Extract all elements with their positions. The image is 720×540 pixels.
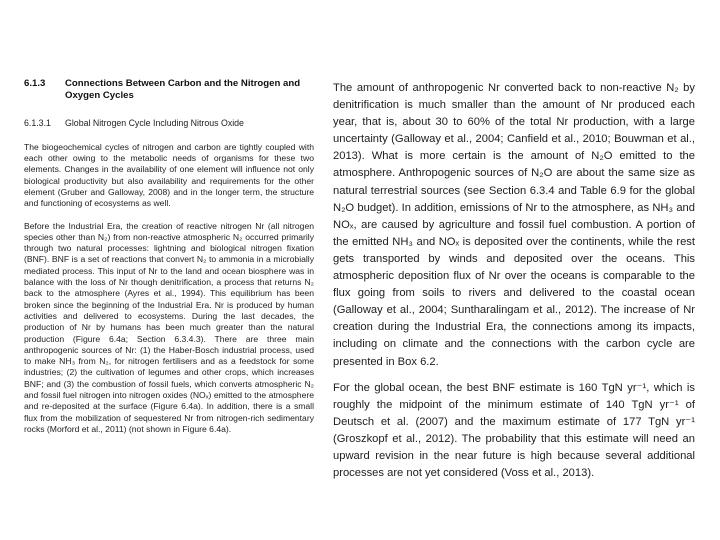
left-paragraph-1: The biogeochemical cycles of nitrogen and carbon are tightly coupled with each other owing to the metabolic needs of organisms for these two elements. Changes in the availability of one element will influence not only biological productivity but also availability and requirements for the other element (Gruber and Galloway, 2008) and in the longer term, the structure and functioning of ecosystems as well. <box>24 141 314 209</box>
section-title: Connections Between Carbon and the Nitrogen and Oxygen Cycles <box>65 78 301 102</box>
right-column <box>333 80 695 482</box>
left-column <box>24 78 314 435</box>
subsection-heading <box>24 117 314 129</box>
left-paragraph-2: Before the Industrial Era, the creation of reactive nitrogen Nr (all nitrogen species other than N₂) from non-reactive atmospheric N₂ occurred primarily through two natural processes: lightning and biological nitrogen fixation (BNF). BNF is a set of reactions that convert N₂ to ammonia in a microbially mediated process. This input of Nr to the land and ocean biosphere was in balance with the loss of Nr though denitrification, a process that returns N₂ back to the atmosphere (Ayres et al., 1994). This equilibrium has been broken since the beginning of the Industrial Era. Nr is produced by human activities and delivered to ecosystems. During the last decades, the production of Nr by humans has been much greater than the natural production (Figure 6.4a; Section 6.3.4.3). There are three main anthropogenic sources of Nr: (1) the Haber-Bosch industrial process, used to make NH₃ from N₂, for nitrogen fertilisers and as a feedstock for some industries; (2) the cultivation of legumes and other crops, which increases BNF; and (3) the combustion of fossil fuels, which converts atmospheric N₂ and fossil fuel nitrogen into nitrogen oxides (NOₓ) emitted to the atmosphere and re-deposited at the surface (Figure 6.4a). In addition, there is a small flux from the mobilization of sequestered Nr from nitrogen-rich sedimentary rocks (Morford et al., 2011) (not shown in Figure 6.4a). <box>24 220 314 434</box>
right-paragraph-1: The amount of anthropogenic Nr converted back to non-reactive N₂ by denitrification is much smaller than the amount of Nr produced each year, that is, about 30 to 60% of the total Nr production, with a large uncertainty (Galloway et al., 2004; Canfield et al., 2010; Bouwman et al., 2013). What is more certain is the amount of N₂O emitted to the atmosphere. Anthropogenic sources of N₂O are about the same size as natural terrestrial sources (see Section 6.3.4 and Table 6.9 for the global N₂O budget). In addition, emissions of Nr to the atmosphere, as NH₃ and NOₓ, are caused by agriculture and fossil fuel combustion. A portion of the emitted NH₃ and NOₓ is deposited over the continents, while the rest gets transported by winds and deposited over the oceans. This atmospheric deposition flux of Nr over the oceans is comparable to the flux going from soils to rivers and delivered to the coastal ocean (Galloway et al., 2004; Suntharalingam et al., 2012). The increase of Nr creation during the Industrial Era, the connections among its impacts, including on climate and the connections with the carbon cycle are presented in Box 6.2. <box>333 82 695 368</box>
right-paragraph-2: For the global ocean, the best BNF estimate is 160 TgN yr⁻¹, which is roughly the midpoint of the minimum estimate of 140 TgN yr⁻¹ of Deutsch et al. (2007) and the maximum estimate of 177 TgN yr⁻¹ (Groszkopf et al., 2012). The probability that this estimate will need an upward revision in the near future is high because several additional processes are not yet considered (Voss et al., 2013). <box>333 381 695 480</box>
section-heading <box>24 78 314 103</box>
section-number: 6.1.3 <box>24 78 46 89</box>
subsection-number: 6.1.3.1 <box>24 117 51 128</box>
subsection-title: Global Nitrogen Cycle Including Nitrous Oxide <box>65 117 244 128</box>
